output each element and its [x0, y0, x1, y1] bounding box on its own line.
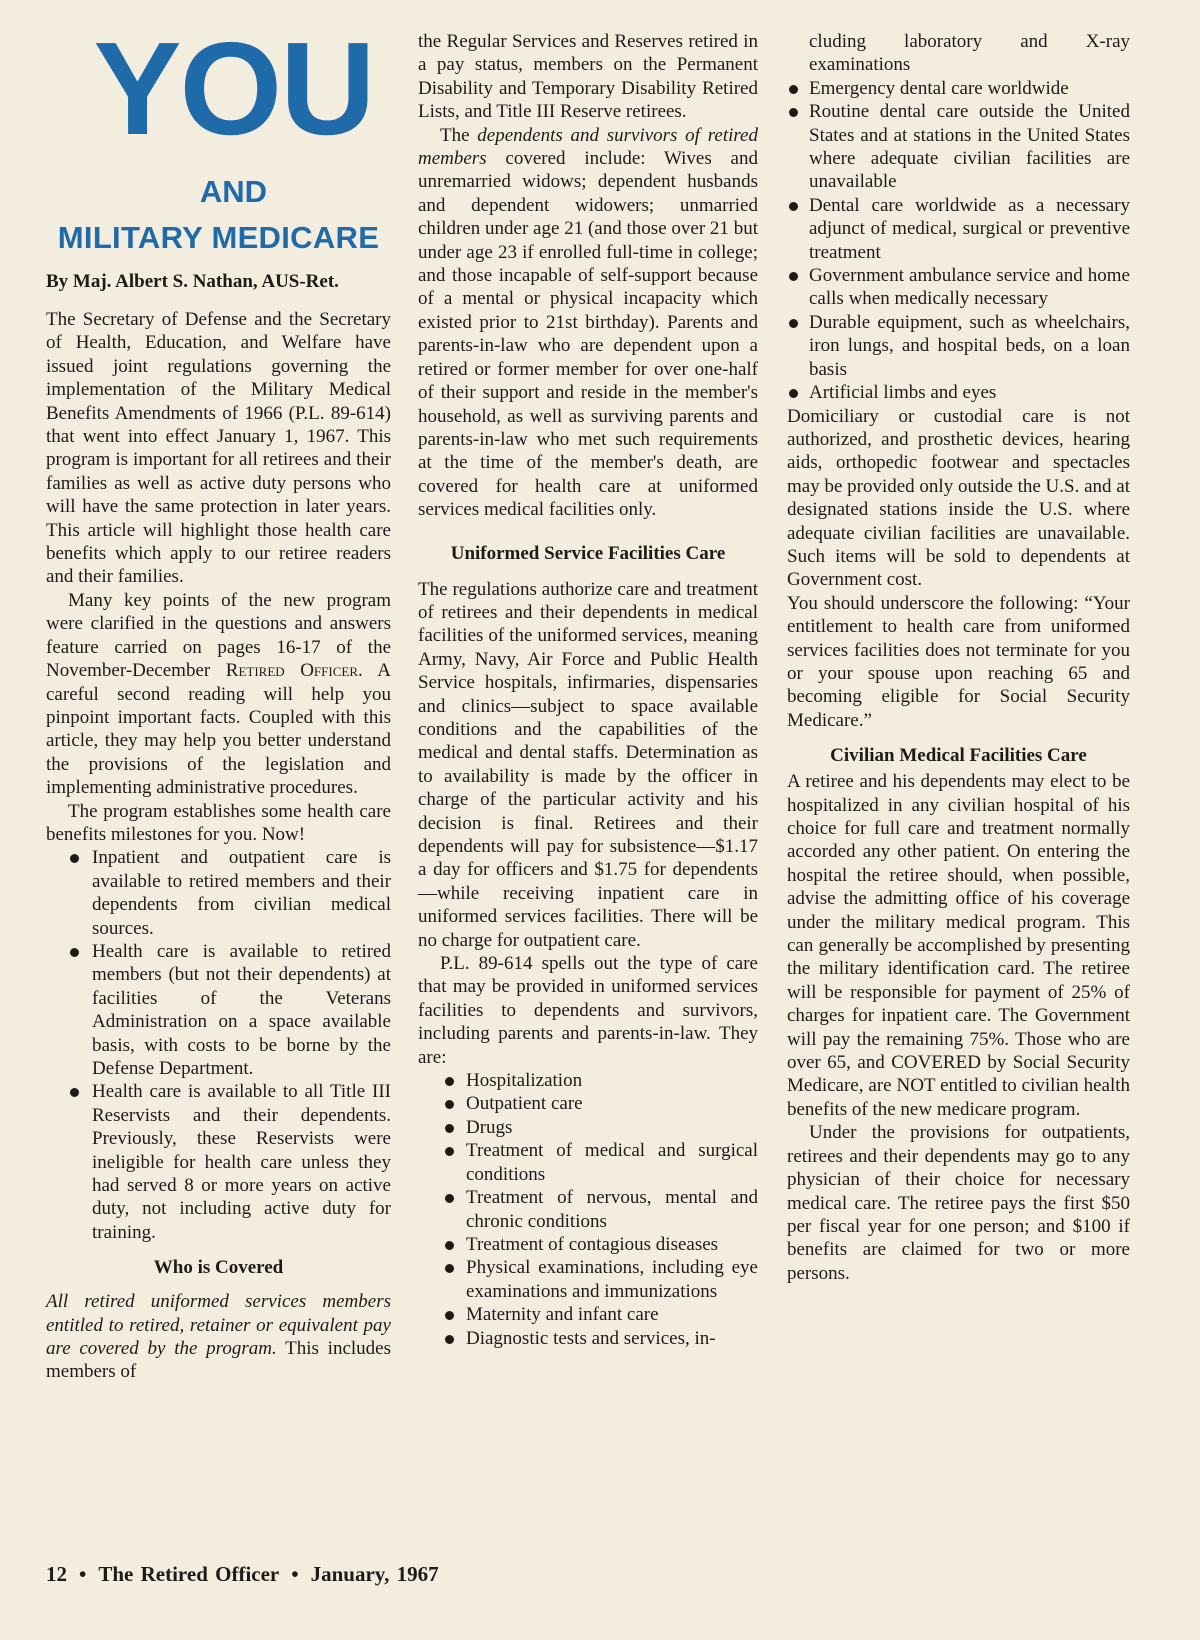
- paragraph-regular-services: the Regular Services and Reserves retired in a pay status, members on the Permanent Disability and Temporary Disability Retired Lists, and Title III Reserve retirees.: [418, 31, 758, 123]
- list-item: [46, 1080, 391, 1244]
- bullet-icon: [445, 1264, 454, 1273]
- list-item-text: Health care is available to retired members (but not their dependents) at facilities of the Veterans Administration on a space available basis, with costs to be borne by the Defense Department.: [92, 940, 391, 1079]
- bullet-icon: [445, 1100, 454, 1109]
- list-item: [46, 846, 391, 940]
- milestones-list: [46, 846, 391, 1244]
- bullet-icon: [445, 1077, 454, 1086]
- bullet-icon: [70, 1088, 79, 1097]
- list-item: [418, 1069, 758, 1092]
- column-1: [46, 15, 391, 1384]
- list-item-text: Health care is available to all Title III Reservists and their dependents. Previously, these Reservists were ineligible for health care unless they had served 8 or more years on active duty, not including active duty for training.: [92, 1081, 391, 1243]
- paragraph-dependents: [418, 124, 758, 522]
- key-points-text-b: . A careful second reading will help you pinpoint important facts. Coupled with this article, they may help you better understand the provisions of the legislation and implementing administrative procedures.: [46, 660, 391, 799]
- list-item-text: Physical examinations, including eye examinations and immunizations: [466, 1257, 758, 1302]
- list-item: [787, 264, 1130, 311]
- list-item-text: Outpatient care: [466, 1093, 583, 1115]
- list-continuation: cluding laboratory and X-ray examinations: [809, 31, 1130, 76]
- list-item: [418, 1092, 758, 1115]
- bullet-icon: [789, 389, 798, 398]
- list-item: [787, 77, 1130, 100]
- byline: By Maj. Albert S. Nathan, AUS-Ret.: [46, 271, 339, 292]
- bullet-icon: [445, 1241, 454, 1250]
- bullet-icon: [445, 1311, 454, 1320]
- heading-who-is-covered: Who is Covered: [153, 1257, 284, 1279]
- paragraph-milestones: The program establishes some health care benefits milestones for you. Now!: [46, 800, 391, 845]
- bullet-icon: [445, 1124, 454, 1133]
- paragraph-regulations: The regulations authorize care and treatment of retirees and their dependents in medical facilities of the uniformed services, meaning Army, Navy, Air Force and Public Health Service hospitals, infirmaries, dispensaries and clinics—subject to space available conditions and the capabilities of the medical and dental staffs. Determination as to availability is made by the officer in charge of the particular activity and his decision is final. Retirees and their dependents will pay for subsistence—$1.17 a day for officers and $1.75 for dependents —while receiving inpatient care in uniformed services facilities. There will be no charge for outpatient care.: [418, 578, 758, 951]
- paragraph-who-covered: [46, 1290, 391, 1384]
- footer-bullet-icon: •: [291, 1562, 299, 1586]
- paragraph-pl-89-614: P.L. 89-614 spells out the type of care that may be provided in uniformed services facilities to dependents and survivors, including parents and parents-in-law. They are:: [418, 953, 758, 1068]
- list-item-text: Dental care worldwide as a necessary adjunct of medical, surgical or preventive treatment: [809, 194, 1130, 263]
- paragraph-domiciliary: Domiciliary or custodial care is not authorized, and prosthetic devices, hearing aids, orthopedic footwear and spectacles may be provided only outside the U.S. and at designated stations inside the U.S. where adequate civilian facilities are unavailable. Such items will be sold to dependents at Government cost.: [787, 405, 1130, 591]
- page-number: 12: [46, 1562, 67, 1586]
- bullet-icon: [445, 1335, 454, 1344]
- list-item-text: Government ambulance service and home calls when medically necessary: [809, 265, 1130, 310]
- bullet-icon: [789, 202, 798, 211]
- column-2: [418, 30, 758, 1350]
- list-item: [787, 194, 1130, 264]
- bullet-icon: [70, 854, 79, 863]
- bullet-icon: [789, 272, 798, 281]
- list-item: [418, 1116, 758, 1139]
- bullet-icon: [70, 948, 79, 957]
- paragraph-underscore: You should underscore the following: “Your entitlement to health care from uniformed services facilities does not terminate for you or your spouse upon reaching 65 and becoming eligible for Social Security Medicare.”: [787, 592, 1130, 731]
- list-item-text: Diagnostic tests and services, in-: [466, 1327, 716, 1349]
- list-item-text: Hospitalization: [466, 1070, 583, 1092]
- list-item: [787, 381, 1130, 404]
- list-item-text: Durable equipment, such as wheelchairs, iron lungs, and hospital beds, on a loan basis: [809, 311, 1130, 380]
- heading-civilian-medical: Civilian Medical Facilities Care: [830, 745, 1087, 767]
- list-item: [418, 1233, 758, 1256]
- list-item: [787, 311, 1130, 381]
- list-item: [418, 1327, 758, 1350]
- who-covered-rest: This includes members of: [46, 1338, 391, 1383]
- list-item: [418, 1139, 758, 1186]
- who-covered-italic: All retired uniformed services members entitled to retired, retainer or equivalent pay are covered by the program.: [46, 1291, 391, 1360]
- heading-uniformed-service: Uniformed Service Facilities Care: [450, 542, 726, 564]
- list-item-text: Artificial limbs and eyes: [809, 382, 997, 404]
- dependents-text-b: covered include: Wives and unremarried widows; dependent husbands and dependent widowers; unmarried children under age 21 (and those over 21 but under age 23 if enrolled full-time in college; and those incapable of self-support because of a mental or physical incapacity which existed prior to 21st birthday). Parents and parents-in-law who are dependent upon a retired or former member for over one-half of their support and reside in the member's household, as well as surviving parents and parents-in-law who met such requirements at the time of the member's death, are covered for health care at uniformed services medical facilities only.: [418, 148, 758, 521]
- dependents-text-a: The: [440, 124, 478, 146]
- list-item-text: Treatment of contagious diseases: [466, 1233, 719, 1255]
- list-item: [46, 940, 391, 1080]
- magazine-name-smallcaps: Retired Officer: [225, 660, 358, 682]
- list-item-text: Treatment of medical and surgical conditions: [466, 1140, 758, 1185]
- paragraph-civilian-hospital: A retiree and his dependents may elect to be hospitalized in any civilian hospital of his choice for full care and treatment normally accorded any other patient. On entering the hospital the retiree should, when possible, advise the admitting office of his coverage under the military medical program. This can generally be accomplished by presenting the military identification card. The retiree will be responsible for payment of 25% of charges for inpatient care. The Government will pay the remaining 75%. Those who are over 65, and COVERED by Social Security Medicare, are NOT entitled to civilian health benefits of the new medicare program.: [787, 771, 1130, 1120]
- list-item-text: Routine dental care outside the United States and at stations in the United States where adequate civilian facilities are unavailable: [809, 101, 1130, 193]
- list-item-text: Emergency dental care worldwide: [809, 77, 1069, 99]
- paragraph-outpatients: Under the provisions for outpatients, retirees and their dependents may go to any physician of their choice for necessary medical care. The retiree pays the first $50 per fiscal year for one person; and $100 if benefits are claimed for two or more persons.: [787, 1122, 1130, 1284]
- footer-bullet-icon: •: [79, 1562, 87, 1586]
- headline-military-medicare: MILITARY MEDICARE: [57, 220, 380, 255]
- list-item-text: Treatment of nervous, mental and chronic conditions: [466, 1187, 758, 1232]
- magazine-title: The Retired Officer: [98, 1562, 280, 1586]
- headline-you: YOU: [93, 15, 374, 162]
- page-footer: [46, 1562, 439, 1587]
- dependents-italic: dependents and survivors of retired members: [418, 124, 758, 170]
- list-item-text: Maternity and infant care: [466, 1304, 659, 1326]
- paragraph-key-points: [46, 589, 391, 800]
- bullet-icon: [789, 85, 798, 94]
- list-item: [418, 1186, 758, 1233]
- list-item: [418, 1256, 758, 1303]
- headline-and: AND: [199, 174, 268, 209]
- issue-date: January, 1967: [310, 1562, 439, 1586]
- column-3: [787, 30, 1130, 1285]
- care-types-list-continued: [787, 77, 1130, 405]
- bullet-icon: [789, 319, 798, 328]
- list-item: [787, 100, 1130, 194]
- intro-paragraph: The Secretary of Defense and the Secretary of Health, Education, and Welfare have issued joint regulations governing the implementation of the Military Medical Benefits Amendments of 1966 (P.L. 89-614) that went into effect January 1, 1967. This program is important for all retirees and their families as well as active duty persons who will have the same protection in later years. This article will highlight those health care benefits which apply to our retiree readers and their families.: [46, 309, 391, 588]
- list-item-text: Drugs: [466, 1116, 513, 1138]
- care-types-list: [418, 1069, 758, 1350]
- bullet-icon: [445, 1194, 454, 1203]
- list-item-text: Inpatient and outpatient care is available to retired members and their dependents from civilian medical sources.: [92, 847, 391, 939]
- bullet-icon: [445, 1147, 454, 1156]
- headline-block: [46, 15, 391, 260]
- key-points-text-a: Many key points of the new program were clarified in the questions and answers feature carried on pages 16-17 of the November-December: [46, 589, 391, 682]
- list-item: [418, 1303, 758, 1326]
- bullet-icon: [789, 108, 798, 117]
